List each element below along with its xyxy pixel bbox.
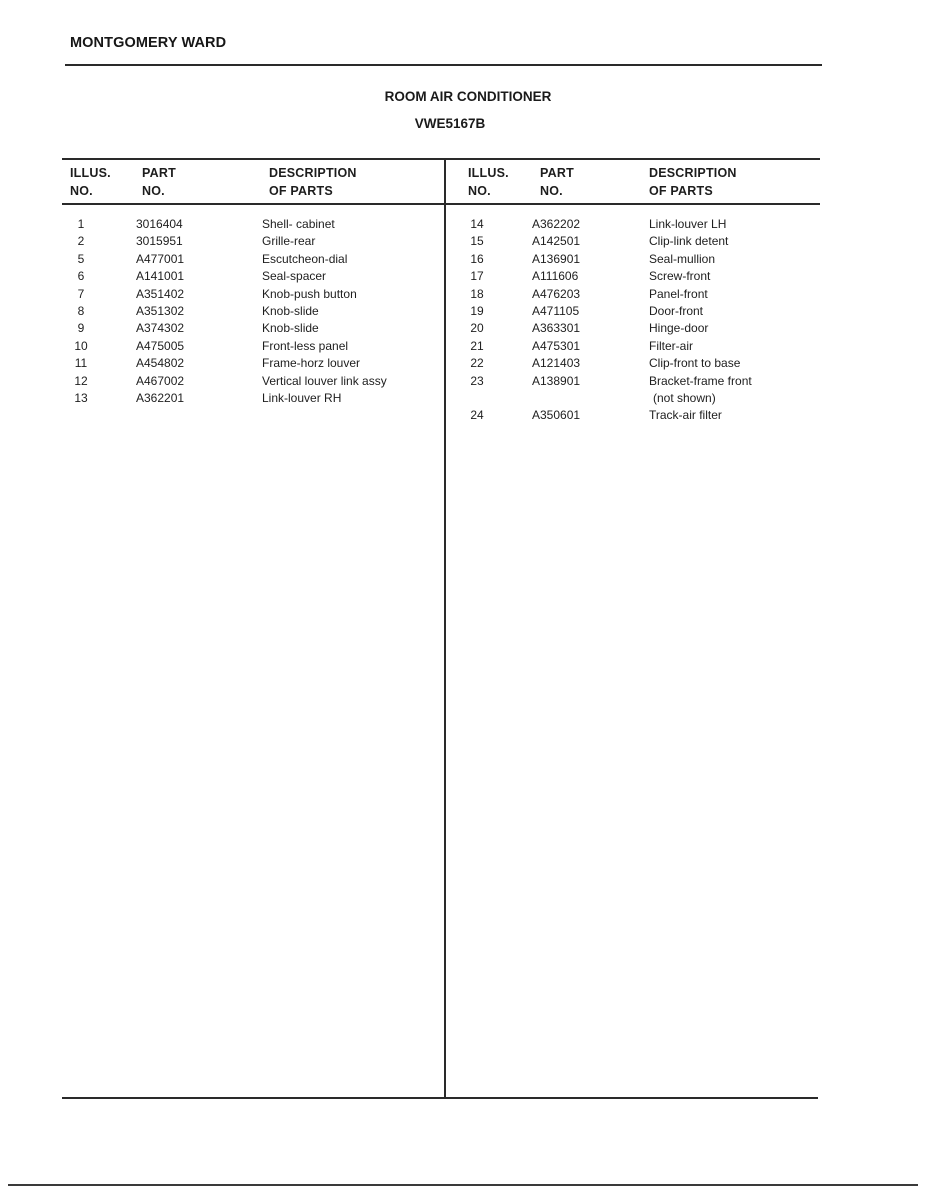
part-number: A454802 [136, 356, 185, 371]
header-illus-line2: NO. [468, 184, 491, 198]
part-description: Hinge-door [649, 321, 709, 336]
header-desc-line2: OF PARTS [269, 184, 333, 198]
header-part-line2: NO. [142, 184, 165, 198]
table-header-rule [62, 203, 820, 205]
part-description: Knob-slide [262, 303, 319, 318]
table-row [462, 286, 822, 303]
part-number: A136901 [532, 251, 581, 266]
illus-number: 15 [470, 234, 484, 249]
part-description [649, 373, 752, 408]
part-number: A475005 [136, 338, 185, 353]
illus-number: 5 [77, 251, 85, 266]
illus-number: 12 [74, 373, 88, 388]
left-header-description [269, 164, 357, 200]
part-description: Link-louver RH [262, 390, 342, 405]
document-title: ROOM AIR CONDITIONER [384, 89, 552, 104]
right-parts-list [462, 216, 822, 425]
table-top-rule [62, 158, 820, 160]
part-description-text: Bracket-frame front [649, 373, 752, 388]
table-row [66, 390, 436, 407]
part-number: 3016404 [136, 217, 183, 231]
part-number: A476203 [532, 286, 581, 301]
part-number: A351302 [136, 303, 185, 318]
illus-number: 9 [77, 321, 85, 336]
part-description: Knob-push button [262, 286, 357, 301]
table-row [66, 355, 436, 372]
part-number: A471105 [532, 303, 580, 318]
part-number: A477001 [136, 251, 185, 266]
illus-number: 13 [74, 390, 88, 405]
part-number: A467002 [136, 373, 185, 388]
table-row [462, 303, 822, 320]
part-number: A350601 [532, 408, 581, 423]
illus-number: 23 [470, 373, 484, 388]
illus-number: 1 [77, 217, 85, 231]
right-header-illus [468, 164, 509, 200]
table-row [66, 216, 436, 233]
table-row [462, 233, 822, 250]
part-number: 3015951 [136, 234, 183, 249]
table-row [66, 251, 436, 268]
illus-number: 17 [470, 269, 484, 284]
header-desc-line1: DESCRIPTION [269, 166, 357, 180]
part-number: A374302 [136, 321, 185, 336]
part-description-note: (not shown) [653, 390, 716, 405]
left-header-part [142, 164, 176, 200]
footer-rule [8, 1184, 918, 1186]
illus-number: 20 [470, 321, 484, 336]
part-description: Knob-slide [262, 321, 319, 336]
part-number: A363301 [532, 321, 581, 336]
table-row [462, 338, 822, 355]
table-bottom-rule [62, 1097, 818, 1099]
table-row [462, 268, 822, 285]
part-number: A111606 [532, 269, 579, 284]
table-row [66, 286, 436, 303]
illus-number: 16 [470, 251, 484, 266]
part-description: Clip-link detent [649, 234, 729, 249]
left-header-illus [70, 164, 111, 200]
illus-number: 24 [470, 408, 484, 423]
table-row [462, 407, 822, 424]
table-row [462, 355, 822, 372]
header-part-line2: NO. [540, 184, 563, 198]
header-illus-line1: ILLUS. [468, 166, 509, 180]
part-description: Seal-mullion [649, 251, 716, 266]
illus-number: 22 [470, 356, 484, 371]
illus-number: 19 [470, 303, 484, 318]
part-description: Seal-spacer [262, 269, 327, 284]
model-number: VWE5167B [414, 116, 486, 131]
part-number: A142501 [532, 234, 581, 249]
table-row [462, 216, 822, 233]
part-description: Screw-front [649, 269, 711, 284]
illus-number: 11 [74, 356, 88, 371]
header-rule [65, 64, 822, 66]
part-description: Shell- cabinet [262, 217, 335, 231]
illus-number: 10 [74, 338, 88, 353]
part-description: Clip-front to base [649, 356, 741, 371]
table-row [462, 251, 822, 268]
part-description: Door-front [649, 303, 704, 318]
table-row [66, 320, 436, 337]
header-part-line1: PART [142, 166, 176, 180]
part-description: Panel-front [649, 286, 708, 301]
table-row [66, 373, 436, 390]
header-desc-line2: OF PARTS [649, 184, 713, 198]
part-number: A138901 [532, 373, 581, 388]
part-description: Front-less panel [262, 338, 349, 353]
table-row [66, 338, 436, 355]
part-description: Track-air filter [649, 408, 722, 423]
part-description: Vertical louver link assy [262, 373, 387, 388]
table-row [462, 373, 822, 408]
right-header-part [540, 164, 574, 200]
part-description: Filter-air [649, 338, 693, 353]
part-number: A475301 [532, 338, 581, 353]
table-row [462, 320, 822, 337]
header-part-line1: PART [540, 166, 574, 180]
part-number: A121403 [532, 356, 581, 371]
part-number: A141001 [136, 269, 185, 284]
part-number: A351402 [136, 286, 185, 301]
header-illus-line2: NO. [70, 184, 93, 198]
header-desc-line1: DESCRIPTION [649, 166, 737, 180]
illus-number: 7 [77, 286, 85, 301]
header-illus-line1: ILLUS. [70, 166, 111, 180]
left-parts-list [66, 216, 436, 407]
illus-number: 2 [77, 234, 85, 249]
part-description: Escutcheon-dial [262, 251, 348, 266]
part-description: Frame-horz louver [262, 356, 361, 371]
illus-number: 14 [470, 217, 484, 231]
part-description: Grille-rear [262, 234, 316, 249]
right-header-description [649, 164, 737, 200]
table-row [66, 233, 436, 250]
illus-number: 21 [470, 338, 484, 353]
table-row [66, 268, 436, 285]
brand-name: MONTGOMERY WARD [70, 35, 227, 51]
table-row [66, 303, 436, 320]
illus-number: 6 [77, 269, 85, 284]
illus-number: 18 [470, 286, 484, 301]
column-divider [444, 158, 446, 1098]
part-number: A362202 [532, 217, 581, 231]
part-number: A362201 [136, 390, 185, 405]
part-description: Link-louver LH [649, 217, 727, 231]
illus-number: 8 [77, 303, 85, 318]
